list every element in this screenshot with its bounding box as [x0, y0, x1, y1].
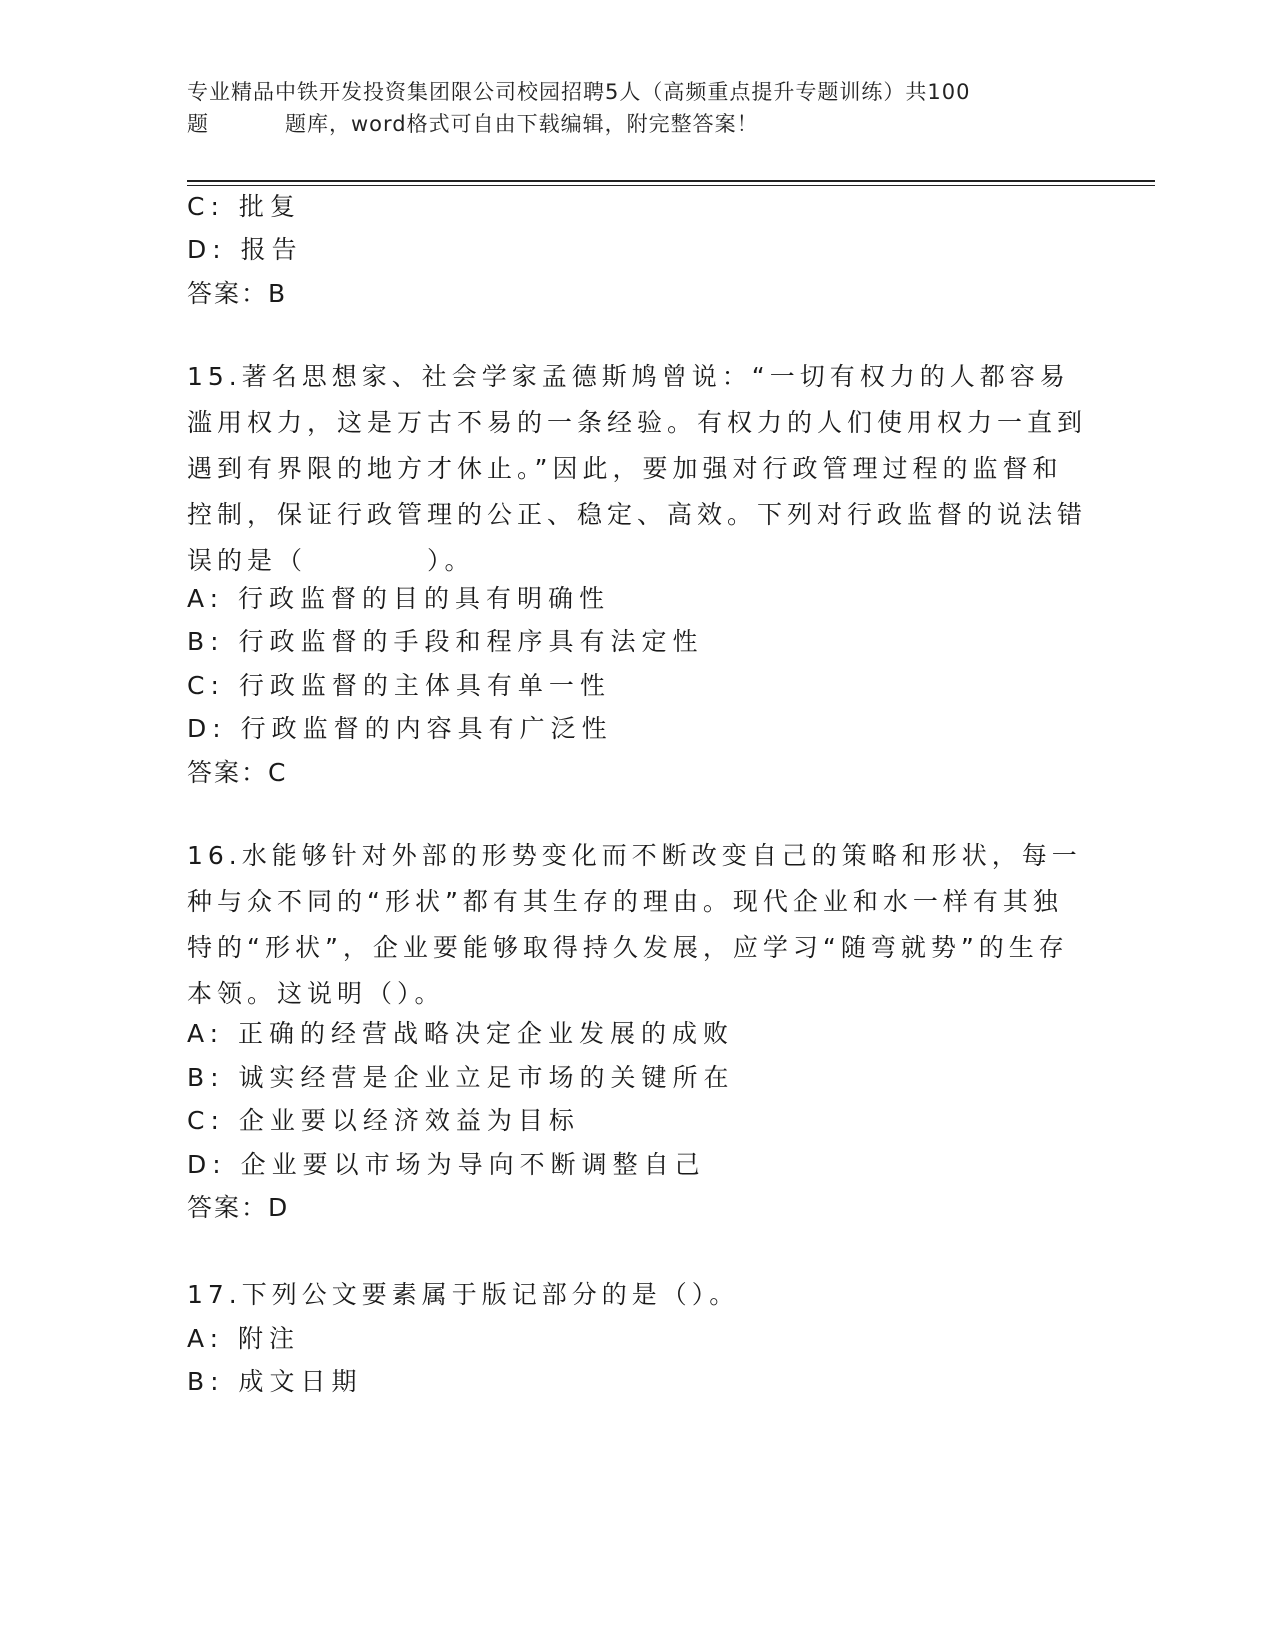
q15-option-d: D: 行政监督的内容具有广泛性	[187, 714, 613, 743]
q15-option-a: A: 行政监督的目的具有明确性	[187, 584, 611, 613]
header-title-line2-text: 题库，word格式可自由下载编辑，附完整答案！	[285, 112, 759, 136]
header-divider-thin	[187, 185, 1155, 186]
header-title-line2	[187, 108, 1087, 140]
q16-option-b: B: 诚实经营是企业立足市场的关键所在	[187, 1063, 735, 1092]
q16-answer: 答案：D	[187, 1193, 290, 1222]
q15-question-text: 15.著名思想家、社会学家孟德斯鸠曾说：“一切有权力的人都容易滥用权力，这是万古不易的一条经验。有权力的人们使用权力一直到遇到有界限的地方才休止。”因此，要加强对行政管理过程的监督和控制，保证行政管理的公正、稳定、高效。下列对行政监督的说法错误的是（ ）。	[187, 362, 1088, 575]
document-header	[187, 76, 1087, 140]
q16-question-text: 16.水能够针对外部的形势变化而不断改变自己的策略和形状，每一种与众不同的“形状”都有其生存的理由。现代企业和水一样有其独特的“形状”，企业要能够取得持久发展，应学习“随弯就势”的生存本领。这说明（）。	[187, 841, 1082, 1008]
header-title-line2-prefix: 题	[187, 112, 209, 136]
header-title-line1: 专业精品中铁开发投资集团限公司校园招聘5人（高频重点提升专题训练）共100	[187, 80, 971, 104]
q16-option-c: C: 企业要以经济效益为目标	[187, 1106, 580, 1135]
q15-option-c: C: 行政监督的主体具有单一性	[187, 671, 611, 700]
q16-option-a: A: 正确的经营战略决定企业发展的成败	[187, 1019, 735, 1048]
header-divider-thick	[187, 180, 1155, 182]
q17-option-b: B: 成文日期	[187, 1367, 363, 1396]
q14-answer: 答案：B	[187, 279, 288, 308]
q15-answer: 答案：C	[187, 758, 288, 787]
q14-option-d: D: 报告	[187, 235, 303, 264]
q15-option-b: B: 行政监督的手段和程序具有法定性	[187, 627, 704, 656]
q16-option-d: D: 企业要以市场为导向不断调整自己	[187, 1150, 706, 1179]
q14-option-c: C: 批复	[187, 192, 301, 221]
q17-option-a: A: 附注	[187, 1324, 301, 1353]
q17-question-text: 17.下列公文要素属于版记部分的是（）。	[187, 1280, 740, 1309]
